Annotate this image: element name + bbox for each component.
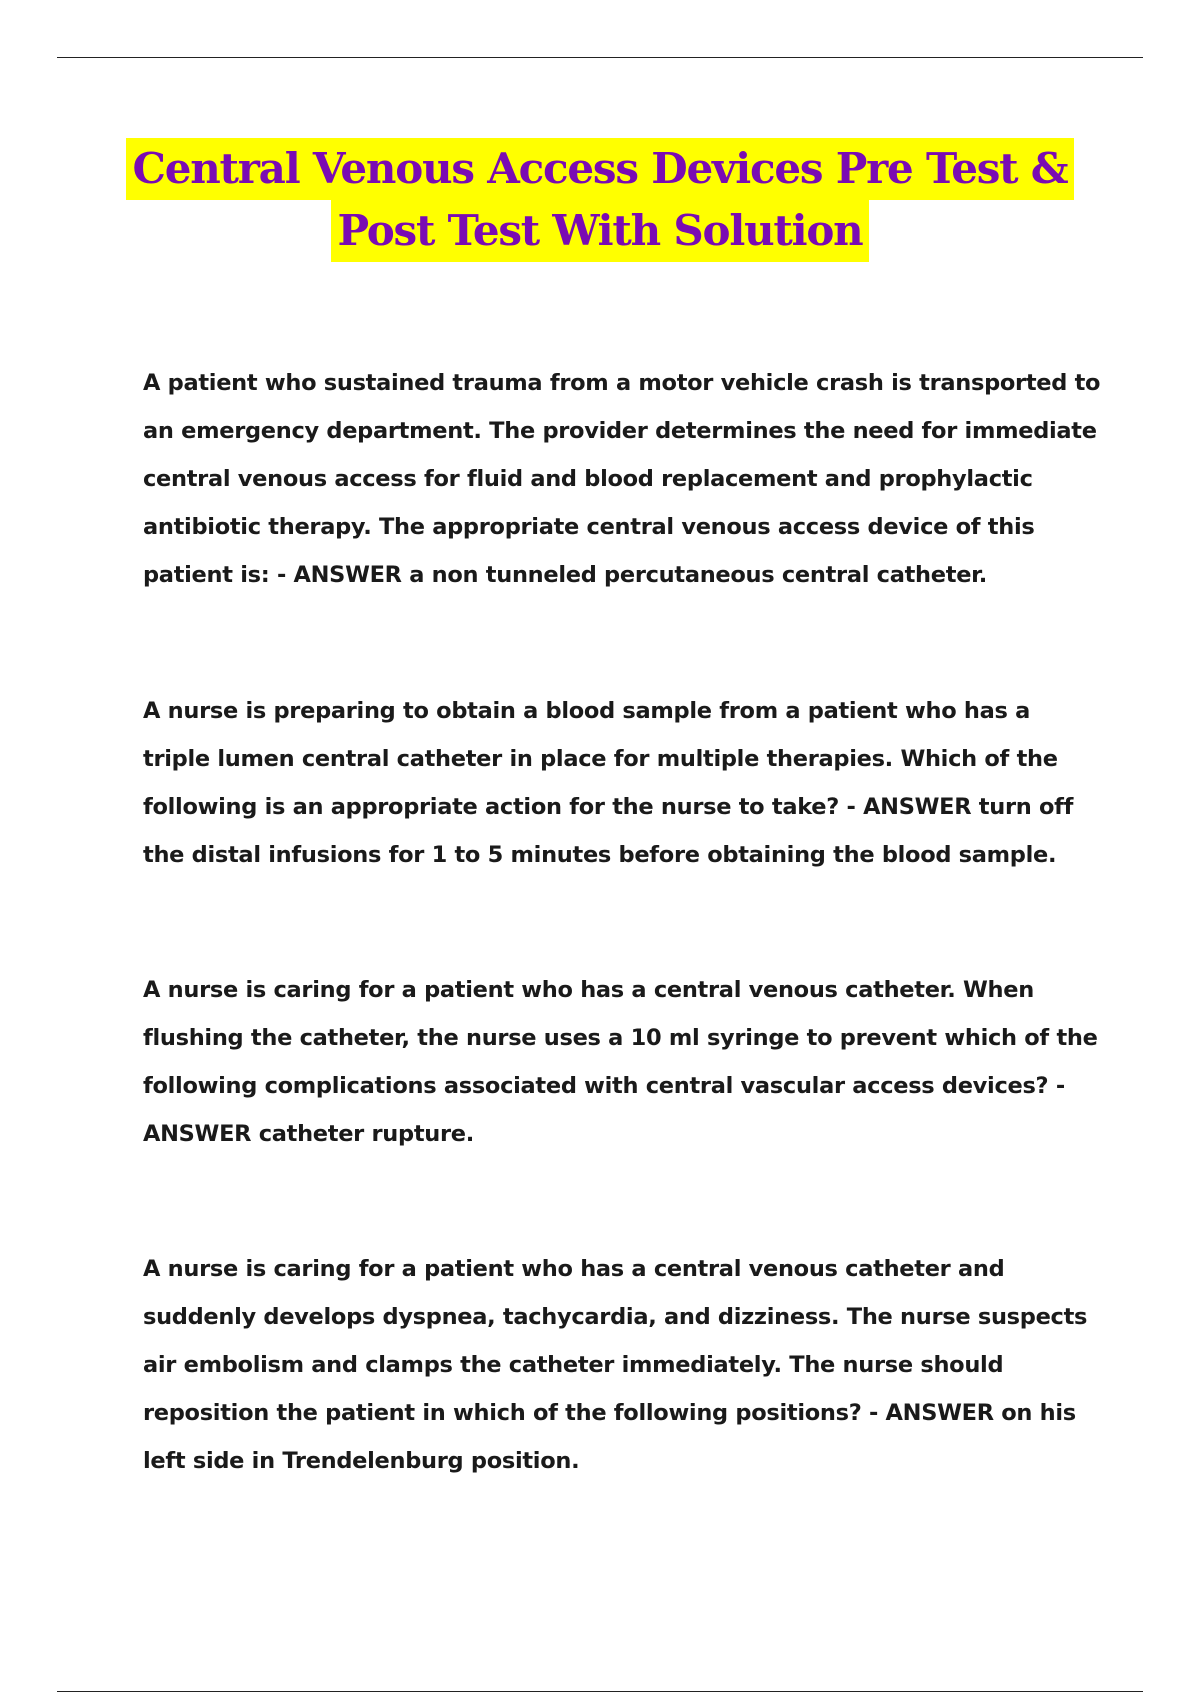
header-rule bbox=[57, 57, 1143, 58]
page-title bbox=[100, 138, 1100, 262]
title-line-1: Central Venous Access Devices Pre Test & bbox=[126, 138, 1073, 200]
question-3: A nurse is caring for a patient who has a central venous catheter. When flushing the catheter, the nurse uses a 10 ml syringe to prevent which of the following complications associated with central vascular access devices? - ANSWER catheter rupture. bbox=[143, 977, 1098, 1147]
footer-rule bbox=[57, 1691, 1143, 1692]
question-2: A nurse is preparing to obtain a blood sample from a patient who has a triple lumen central catheter in place for multiple therapies. Which of the following is an appropriate action for the nurse to take? - ANSWER turn off the distal infusions for 1 to 5 minutes before obtaining the blood sample. bbox=[143, 698, 1074, 868]
question-4: A nurse is caring for a patient who has a central venous catheter and suddenly develops dyspnea, tachycardia, and dizziness. The nurse suspects air embolism and clamps the catheter immediately. The nurse should reposition the patient in which of the following positions? - ANSWER on his left side in Trendelenburg position. bbox=[143, 1256, 1088, 1474]
question-1: A patient who sustained trauma from a motor vehicle crash is transported to an emergency department. The provider determines the need for immediate central venous access for fluid and blood replacement and prophylactic antibiotic therapy. The appropriate central venous access device of this patient is: - ANSWER a non tunneled percutaneous central catheter. bbox=[143, 370, 1101, 588]
title-line-2: Post Test With Solution bbox=[331, 200, 868, 262]
